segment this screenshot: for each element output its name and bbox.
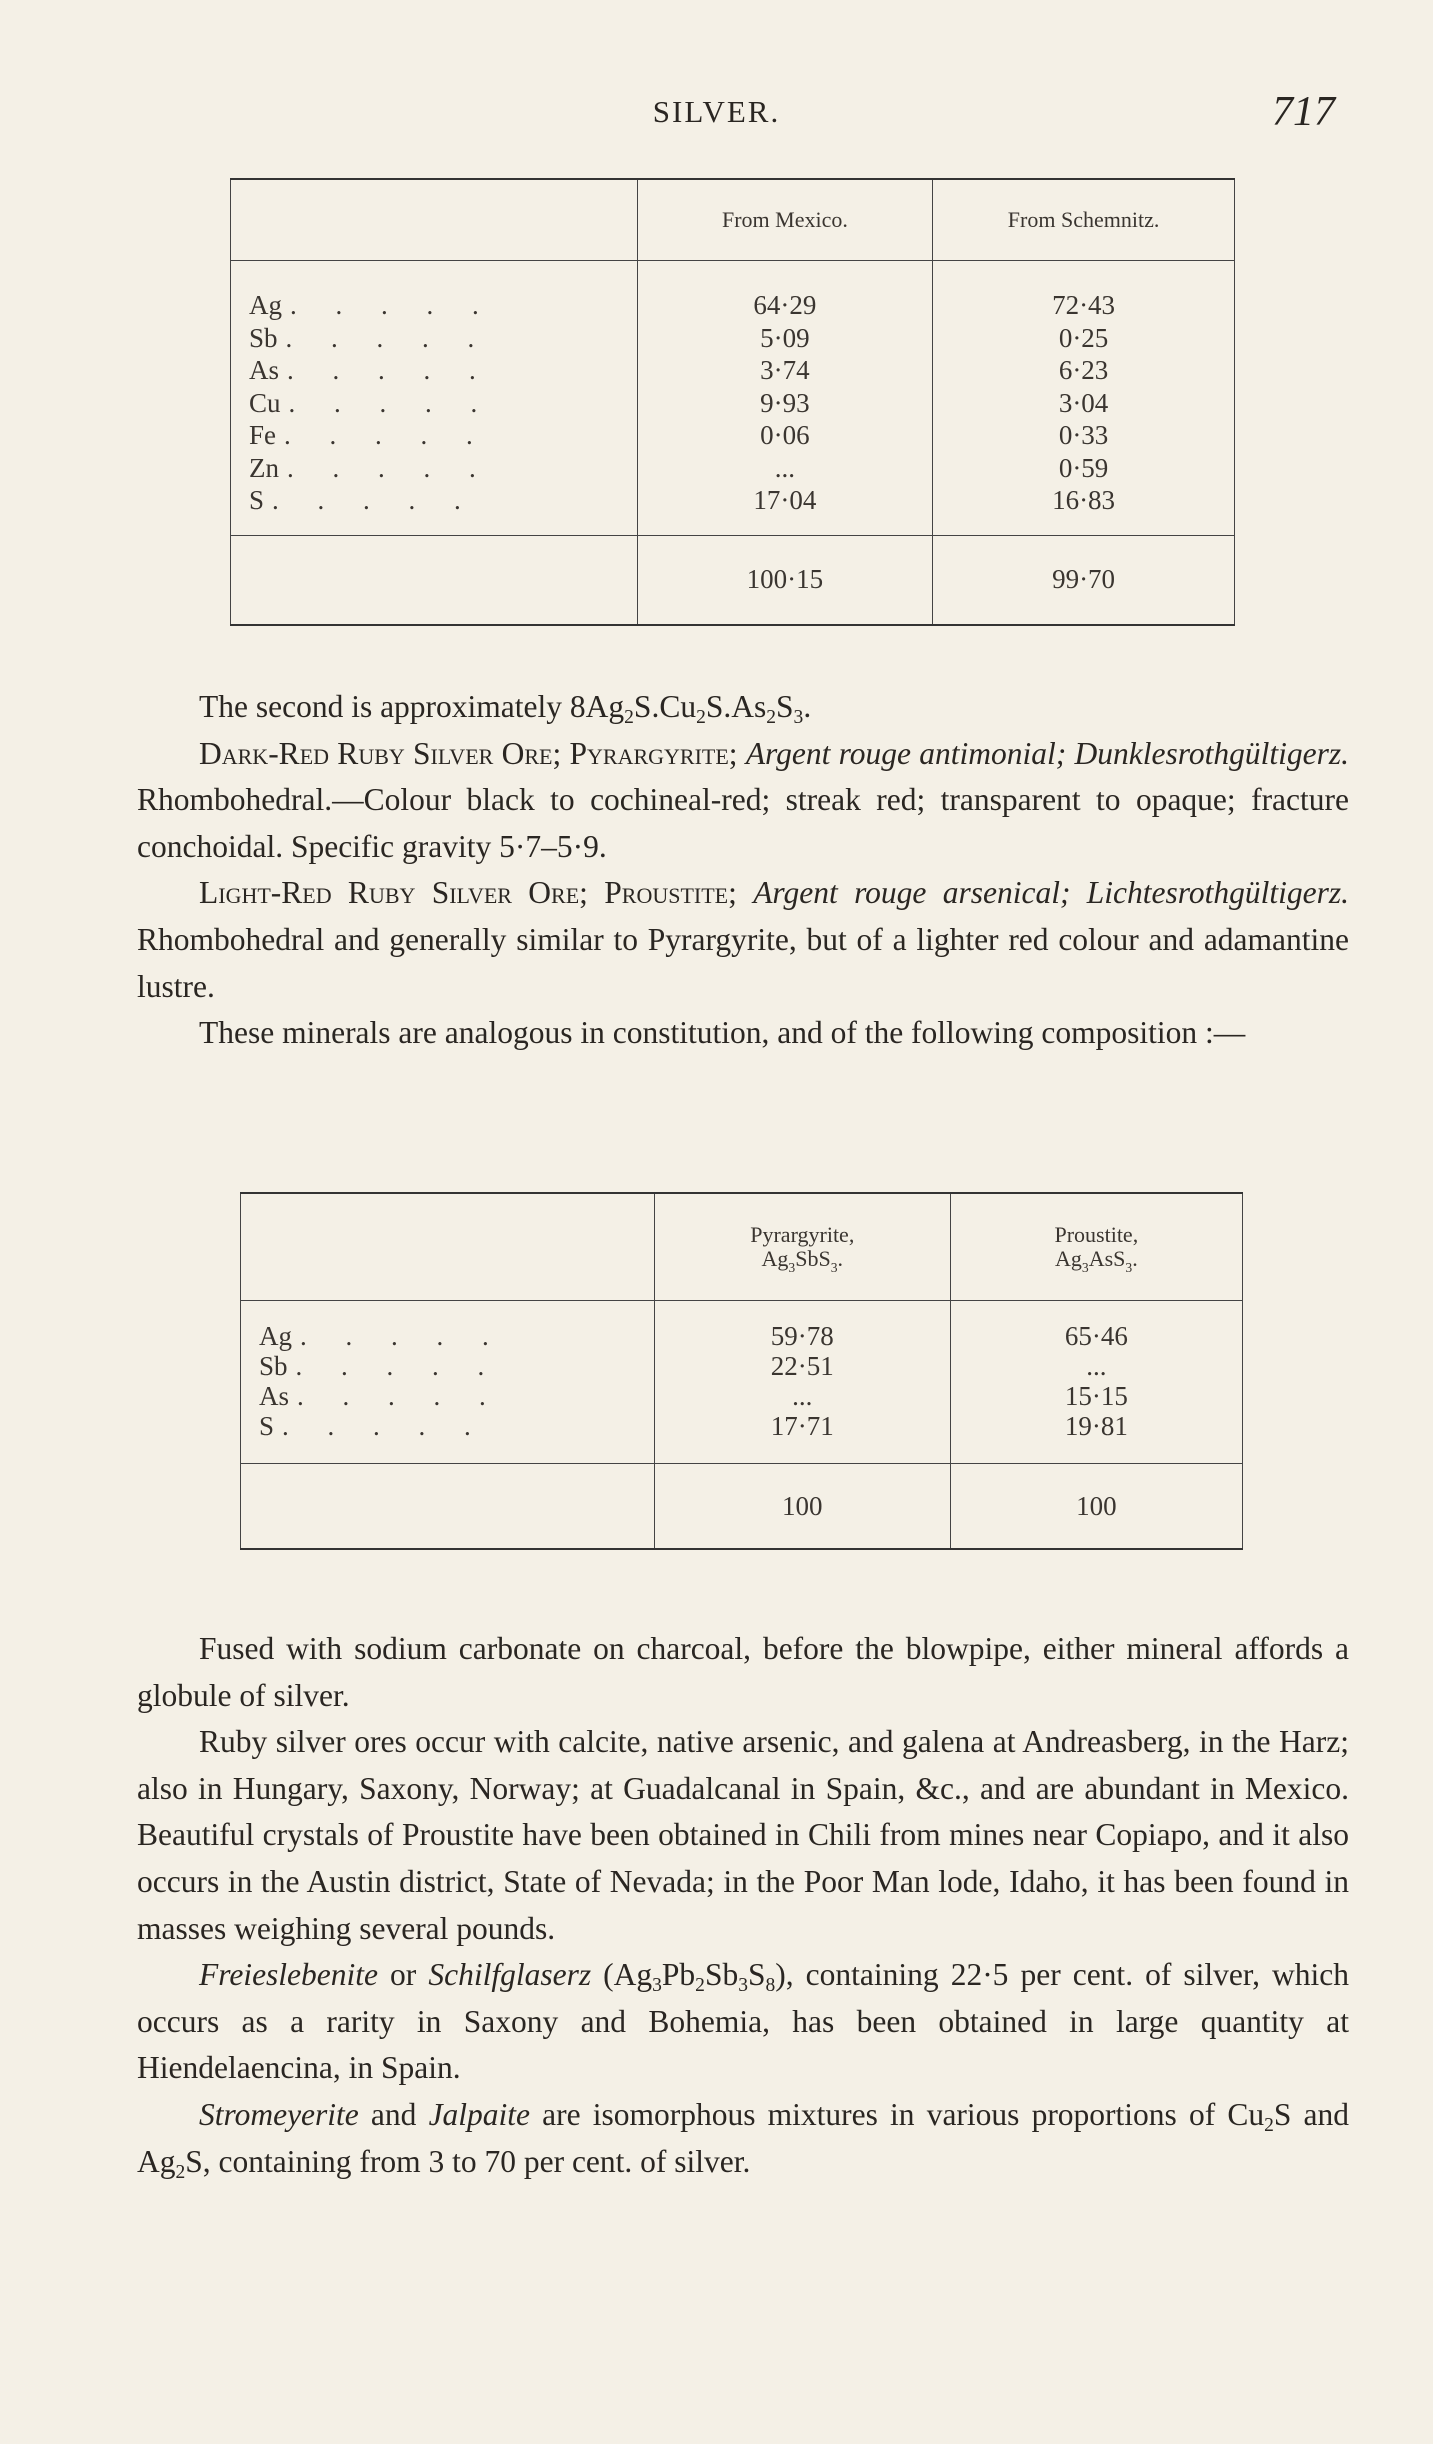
table-row-label: Ag . . . . .: [259, 1321, 505, 1351]
proustite-column: [950, 1301, 1242, 1464]
table-cell: 59·78: [770, 1321, 834, 1351]
paragraph-freieslebenite: Freieslebenite or Schilfglaserz $(Ag_3Pb_2Sb_3S_8)$, containing 22·5 per cent. of silver, which occurs as a rarity in Saxony and Bohemia, has been obtained in large quantity at Hiendelaencina, in Spain.: [137, 1957, 1349, 2086]
element-column: [241, 1301, 655, 1464]
paragraph-pyrargyrite: Dark-Red Ruby Silver Ore; Pyrargyrite; Argent rouge antimonial; Dunklesrothgültigerz. Rhombohedral.—Colour black to cochineal-red; streak red; transparent to opaque; fracture conchoidal. Specific gravity 5·7–5·9.: [137, 735, 1349, 864]
column-formula: $Ag_3SbS_3$.: [761, 1246, 844, 1275]
paragraph-composition-intro: These minerals are analogous in constitution, and of the following composition :—: [199, 1015, 1246, 1051]
table-total-cell: 99·70: [933, 535, 1235, 625]
schemnitz-column: [933, 261, 1235, 536]
paragraph-stromeyerite: Stromeyerite and Jalpaite are isomorphous mixtures in various proportions of $Cu_2S$ and $Ag_2S$, containing from 3 to 70 per cent. of silver.: [137, 2096, 1350, 2183]
paragraph-occurrence: Ruby silver ores occur with calcite, native arsenic, and galena at Andreasberg, in the Harz; also in Hungary, Saxony, Norway; at Guadalcanal in Spain, &c., and are abundant in Mexico. Beautiful crystals of Proustite have been obtained in Chili from mines near Copiapo, and it also occurs in the Austin district, State of Nevada; in the Poor Man lode, Idaho, it has been found in masses weighing several pounds.: [137, 1724, 1349, 1946]
running-head-title: SILVER.: [652, 94, 781, 129]
table-row-label: Fe . . . . .: [249, 420, 489, 450]
paragraph-blowpipe: Fused with sodium carbonate on charcoal, before the blowpipe, either mineral affords a globule of silver.: [137, 1631, 1349, 1713]
table-total-row: [231, 535, 1235, 625]
element-column: [231, 261, 638, 536]
table-cell: ...: [1086, 1351, 1107, 1381]
table-cell: 22·51: [770, 1351, 834, 1381]
running-head: [0, 88, 1433, 138]
table-cell-empty: [241, 1464, 655, 1550]
table-cell: 17·04: [753, 485, 817, 515]
table-header-cell: [950, 1193, 1242, 1301]
mexico-column: [637, 261, 932, 536]
table-body: [231, 261, 1235, 536]
table-header-cell: [241, 1193, 655, 1301]
table-cell: 5·09: [760, 322, 810, 353]
table-cell: 0·06: [760, 420, 810, 450]
pyrargyrite-column: [654, 1301, 950, 1464]
table-cell: 19·81: [1064, 1411, 1128, 1441]
column-name: Pyrargyrite,: [750, 1222, 855, 1247]
table-row-label: As . . . . .: [249, 355, 492, 385]
table-header-row: [231, 179, 1235, 261]
table-row-label: S . . . . .: [259, 1411, 487, 1441]
column-formula: $Ag_3AsS_3$.: [1054, 1246, 1138, 1275]
table-cell: 0·33: [1058, 420, 1109, 450]
table-cell: ...: [792, 1381, 813, 1411]
text-block-lower: [137, 1626, 1349, 2185]
table-cell: 9·93: [760, 387, 810, 418]
table-cell-empty: [231, 535, 638, 625]
table-row-label: As . . . . .: [259, 1381, 502, 1411]
table-total-row: [241, 1464, 1243, 1550]
paragraph-proustite: Light-Red Ruby Silver Ore; Proustite; Argent rouge arsenical; Lichtesrothgültigerz. Rhombohedral and generally similar to Pyrargyrite, but of a lighter red colour and adamantine lustre.: [137, 875, 1349, 1004]
table-cell: 16·83: [1052, 485, 1116, 515]
table-total-cell: 100: [654, 1464, 950, 1550]
table-total-cell: 100: [950, 1464, 1242, 1550]
table-pyrargyrite-proustite: [240, 1192, 1243, 1550]
table-header-cell: [231, 179, 638, 261]
table-row-label: Ag . . . . .: [249, 290, 495, 320]
table-row-label: S . . . . .: [249, 485, 477, 515]
table-header-cell: From Mexico.: [637, 179, 932, 261]
table-cell: ...: [774, 452, 796, 483]
table-cell: 65·46: [1064, 1321, 1128, 1351]
table-total-cell: 100·15: [637, 535, 932, 625]
table-cell: 17·71: [770, 1411, 834, 1441]
paragraph-formula-note: The second is approximately $8Ag_2S.Cu_2S.As_2S_3$.: [199, 689, 812, 728]
table-row-label: Cu . . . . .: [249, 387, 494, 418]
table-analysis-mexico-schemnitz: [230, 178, 1235, 626]
text-block-upper: [137, 684, 1349, 1057]
table-body: [241, 1301, 1243, 1464]
page-number: 717: [1272, 89, 1335, 135]
table-row-label: Sb . . . . .: [249, 322, 491, 353]
column-name: Proustite,: [1054, 1222, 1139, 1247]
table-row-label: Sb . . . . .: [259, 1351, 501, 1381]
table-header-cell: From Schemnitz.: [933, 179, 1235, 261]
table-cell: 3·74: [760, 355, 810, 385]
table-cell: 64·29: [753, 290, 817, 320]
table-header-row: [241, 1193, 1243, 1301]
table-header-cell: [654, 1193, 950, 1301]
table-cell: 0·25: [1058, 322, 1109, 353]
table-cell: 0·59: [1058, 452, 1109, 483]
table-cell: 15·15: [1064, 1381, 1128, 1411]
table-cell: 72·43: [1052, 290, 1116, 320]
table-row-label: Zn . . . . .: [249, 452, 492, 483]
table-cell: 3·04: [1058, 387, 1109, 418]
table-cell: 6·23: [1058, 355, 1109, 385]
